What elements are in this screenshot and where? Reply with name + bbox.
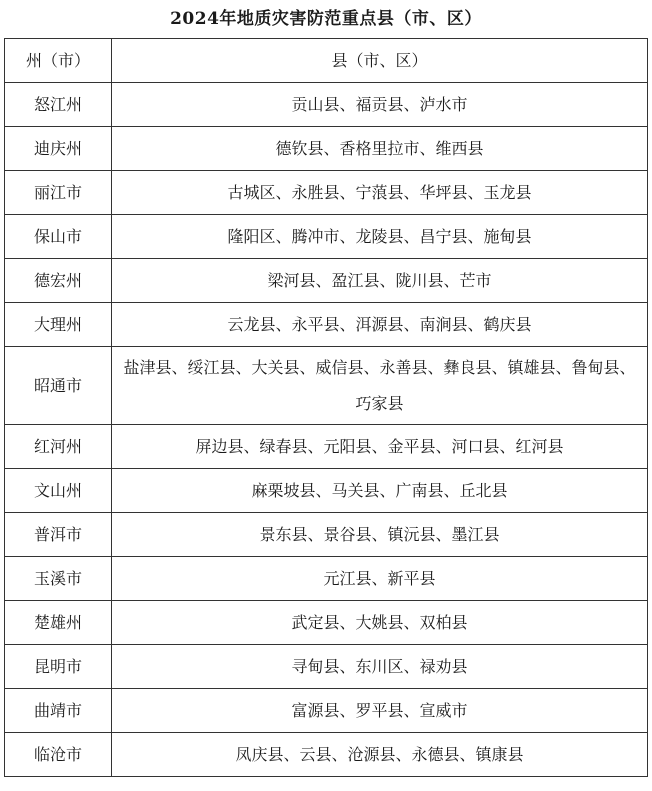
prefecture-cell: 德宏州: [5, 259, 112, 303]
table-row: [5, 513, 648, 557]
prefecture-cell: 保山市: [5, 215, 112, 259]
prefecture-cell: 玉溪市: [5, 557, 112, 601]
counties-cell: 寻甸县、东川区、禄劝县: [112, 645, 648, 689]
prefecture-cell: 昆明市: [5, 645, 112, 689]
prefecture-cell: 曲靖市: [5, 689, 112, 733]
county-table: [4, 38, 648, 777]
table-row: [5, 645, 648, 689]
header-row: [5, 39, 648, 83]
table-row: [5, 425, 648, 469]
table-row: [5, 601, 648, 645]
header-prefecture: 州（市）: [5, 39, 112, 83]
counties-cell: 麻栗坡县、马关县、广南县、丘北县: [112, 469, 648, 513]
counties-cell: 隆阳区、腾冲市、龙陵县、昌宁县、施甸县: [112, 215, 648, 259]
table-row: [5, 469, 648, 513]
table-row: [5, 215, 648, 259]
table-row: [5, 347, 648, 425]
table-row: [5, 689, 648, 733]
prefecture-cell: 迪庆州: [5, 127, 112, 171]
table-row: [5, 83, 648, 127]
table-row: [5, 259, 648, 303]
table-row: [5, 171, 648, 215]
prefecture-cell: 大理州: [5, 303, 112, 347]
document-title: 2024年地质灾害防范重点县（市、区）: [170, 9, 482, 29]
counties-cell: 贡山县、福贡县、泸水市: [112, 83, 648, 127]
table-row: [5, 733, 648, 777]
prefecture-cell: 丽江市: [5, 171, 112, 215]
table-row: [5, 127, 648, 171]
table-row: [5, 557, 648, 601]
prefecture-cell: 文山州: [5, 469, 112, 513]
prefecture-cell: 临沧市: [5, 733, 112, 777]
counties-cell: 景东县、景谷县、镇沅县、墨江县: [112, 513, 648, 557]
counties-cell: 梁河县、盈江县、陇川县、芒市: [112, 259, 648, 303]
counties-cell: 富源县、罗平县、宣威市: [112, 689, 648, 733]
counties-cell: 武定县、大姚县、双柏县: [112, 601, 648, 645]
counties-cell: 古城区、永胜县、宁蒗县、华坪县、玉龙县: [112, 171, 648, 215]
prefecture-cell: 楚雄州: [5, 601, 112, 645]
header-counties: 县（市、区）: [112, 39, 648, 83]
counties-cell: 盐津县、绥江县、大关县、威信县、永善县、彝良县、镇雄县、鲁甸县、巧家县: [112, 347, 648, 425]
table-row: [5, 303, 648, 347]
counties-cell: 德钦县、香格里拉市、维西县: [112, 127, 648, 171]
counties-cell: 凤庆县、云县、沧源县、永德县、镇康县: [112, 733, 648, 777]
prefecture-cell: 昭通市: [5, 347, 112, 425]
prefecture-cell: 怒江州: [5, 83, 112, 127]
counties-cell: 元江县、新平县: [112, 557, 648, 601]
prefecture-cell: 红河州: [5, 425, 112, 469]
counties-cell: 云龙县、永平县、洱源县、南涧县、鹤庆县: [112, 303, 648, 347]
prefecture-cell: 普洱市: [5, 513, 112, 557]
counties-cell: 屏边县、绿春县、元阳县、金平县、河口县、红河县: [112, 425, 648, 469]
